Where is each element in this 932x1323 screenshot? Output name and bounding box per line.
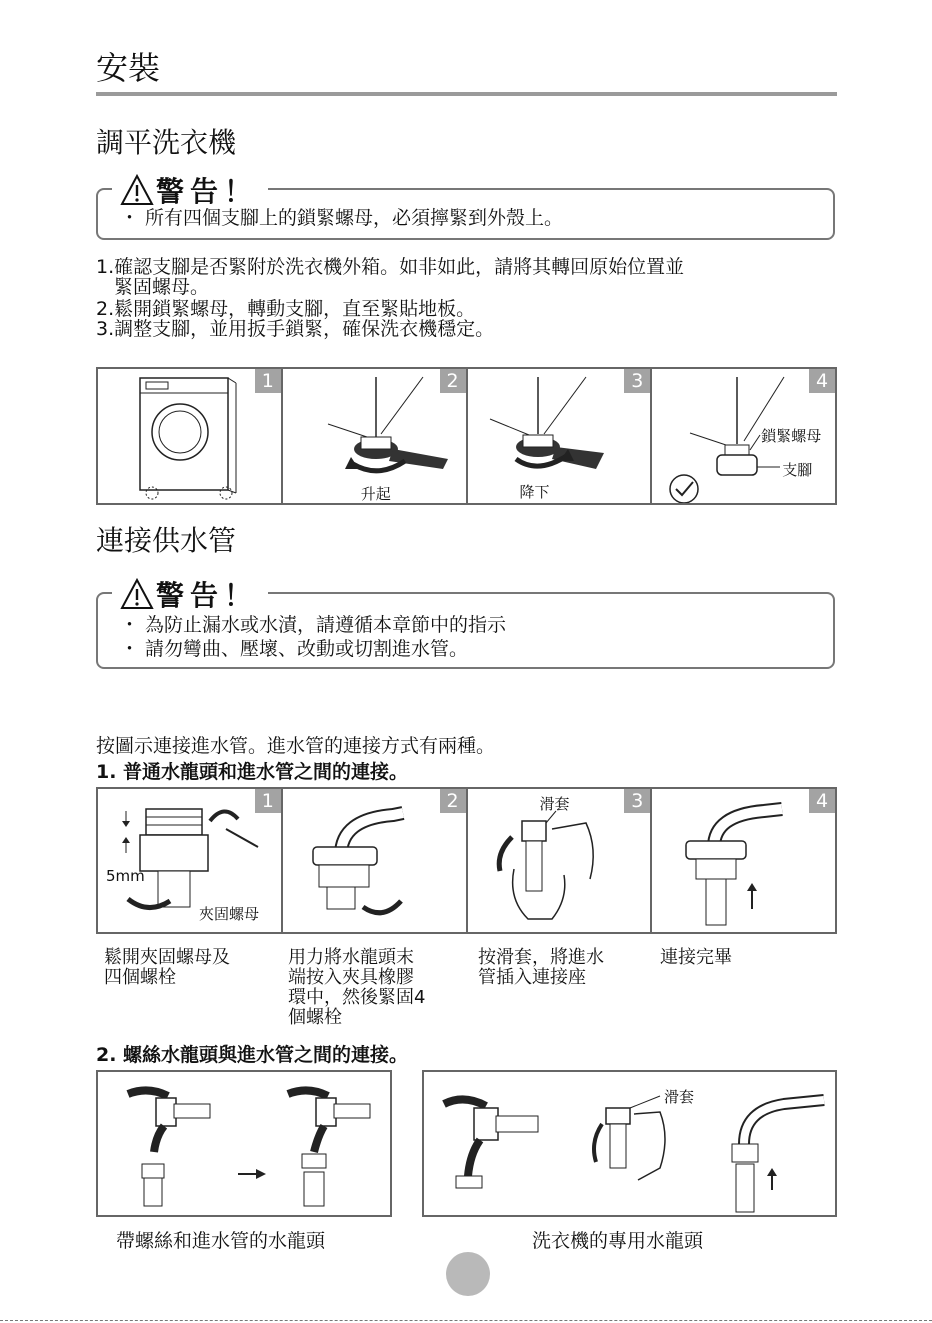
caption-step-4: 連接完畢: [660, 947, 732, 968]
warning-box-leveling: [96, 175, 835, 240]
page-edge-dotted-line: [0, 1320, 932, 1321]
connected-icon: [652, 789, 835, 932]
leveling-steps: [96, 258, 684, 340]
method-2-heading: 2. 螺絲水龍頭與進水管之間的連接。: [96, 1044, 409, 1066]
leveling-panel-4: [652, 369, 835, 503]
panel-label: 降下: [519, 483, 550, 501]
step-line: 1.確認支腳是否緊附於洗衣機外箱。如非如此，請將其轉回原始位置並: [96, 256, 685, 278]
connection-panel-3: [468, 789, 653, 932]
label-5mm: 5mm: [106, 867, 145, 885]
special-faucet-box: [422, 1070, 837, 1217]
leveling-panels: [96, 367, 837, 505]
warning-triangle-icon: [120, 174, 154, 206]
page-number-badge: [446, 1252, 490, 1296]
faucet-press-icon: [283, 789, 468, 932]
panel-number: 2: [440, 789, 466, 813]
label-sleeve: 滑套: [539, 795, 570, 813]
panel-label: 升起: [360, 485, 391, 503]
caption-step-2: 用力將水龍頭末 端按入夾具橡膠 環中，然後緊固4 個螺栓: [288, 947, 426, 1028]
label-foot: 支腳: [782, 461, 813, 479]
leveling-panel-3: [468, 369, 653, 503]
step-line: 3.調整支腳，並用扳手鎖緊，確保洗衣機穩定。: [96, 318, 495, 340]
connection-panel-1: [98, 789, 283, 932]
connection-panel-2: [283, 789, 468, 932]
panel-number: 1: [255, 369, 281, 393]
label-lock-nut: 鎖緊螺母: [761, 427, 822, 445]
washing-machine-icon: [98, 369, 283, 503]
connection-panel-4: [652, 789, 835, 932]
special-faucet-icon: [424, 1072, 835, 1215]
leveling-panel-2: [283, 369, 468, 503]
step-line: 2.鬆開鎖緊螺母，轉動支腳，直至緊貼地板。: [96, 298, 476, 320]
warning-title: 警告！: [156, 175, 259, 208]
connection-panels: [96, 787, 837, 934]
warning-header: [112, 574, 268, 614]
panel-number: 1: [255, 789, 281, 813]
wrench-lower-icon: [468, 369, 653, 503]
title-divider: [96, 92, 837, 96]
threaded-faucet-icon: [98, 1072, 390, 1215]
threaded-faucet-caption: 帶螺絲和進水管的水龍頭: [116, 1230, 326, 1252]
warning-title: 警告！: [156, 579, 259, 612]
warning-item: ・ 為防止漏水或水漬，請遵循本章節中的指示: [120, 614, 507, 636]
warning-header: [112, 170, 268, 210]
section-title-leveling: 調平洗衣機: [96, 126, 237, 159]
warning-item: ・ 請勿彎曲、壓壞、改動或切割進水管。: [120, 638, 469, 660]
warning-triangle-icon: [120, 578, 154, 610]
threaded-faucet-box: [96, 1070, 392, 1217]
panel-number: 2: [440, 369, 466, 393]
caption-step-3: 按滑套，將進水 管插入連接座: [478, 947, 604, 988]
warning-box-water: [96, 579, 835, 669]
panel-number: 3: [624, 369, 650, 393]
water-intro: 按圖示連接進水管。進水管的連接方式有兩種。: [96, 735, 496, 757]
page-title: 安裝: [96, 49, 161, 87]
section-title-water: 連接供水管: [96, 524, 237, 557]
special-faucet-caption: 洗衣機的專用水龍頭: [532, 1230, 704, 1252]
warning-item: ・ 所有四個支腳上的鎖緊螺母，必須擰緊到外殼上。: [120, 207, 564, 229]
method-1-heading: 1. 普通水龍頭和進水管之間的連接。: [96, 761, 409, 783]
caption-step-1: 鬆開夾固螺母及 四個螺栓: [104, 947, 230, 988]
label-sleeve: 滑套: [664, 1088, 695, 1106]
step-line: 緊固螺母。: [114, 276, 210, 298]
label-clamp-nut: 夾固螺母: [199, 905, 260, 923]
panel-number: 3: [624, 789, 650, 813]
panel-number: 4: [809, 369, 835, 393]
leveling-panel-1: [98, 369, 283, 503]
panel-number: 4: [809, 789, 835, 813]
